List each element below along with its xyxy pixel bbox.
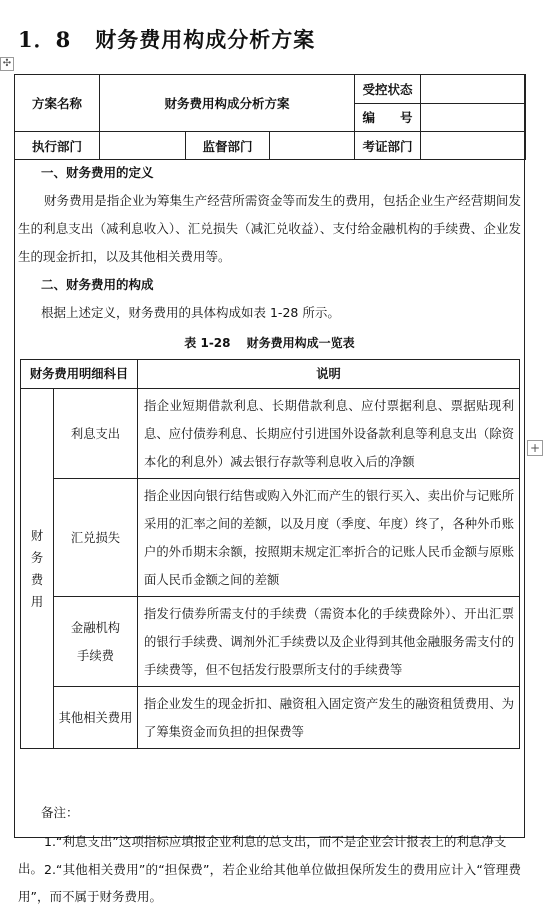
table-move-handle-icon[interactable]: ✣ — [0, 57, 14, 71]
table-add-column-icon[interactable]: + — [527, 440, 543, 456]
control-status-field[interactable] — [421, 75, 526, 104]
col-header-desc: 说明 — [138, 360, 520, 389]
composition-table — [20, 359, 520, 749]
col-header-item: 财务费用明细科目 — [21, 360, 138, 389]
doc-number-field[interactable] — [421, 103, 526, 132]
item-bank-fees: 金融机构 手续费 — [54, 597, 138, 687]
notes-label: 备注： — [41, 805, 79, 820]
item-other-expenses: 其他相关费用 — [54, 687, 138, 749]
plan-name-value[interactable]: 财务费用构成分析方案 — [100, 75, 355, 132]
plan-name-label: 方案名称 — [15, 75, 100, 132]
page-title — [18, 24, 315, 54]
table-row — [21, 597, 520, 687]
audit-dept-label: 考证部门 — [355, 132, 421, 160]
desc-bank-fees: 指发行债券所需支付的手续费（需资本化的手续费除外）、开出汇票的银行手续费、调剂外汇手续费以及企业得到其他金融服务需支付的手续费等，但不包括发行股票所支付的手续费等 — [138, 597, 520, 687]
table-row — [21, 479, 520, 597]
section1-paragraph: 财务费用是指企业为筹集生产经营所需资金等而发生的费用，包括企业生产经营期间发生的利息支出（减利息收入）、汇兑损失（减汇兑收益）、支付给金融机构的手续费、企业发生的现金折扣，以及其他相关费用等。 — [18, 193, 521, 264]
group-label-finance-expense: 财 务 费 用 — [21, 389, 54, 749]
doc-number-label: 编 号 — [355, 103, 421, 132]
plan-header-table — [14, 74, 526, 160]
note-item-2: 2.“其他相关费用”的“担保费”，若企业给其他单位做担保所发生的费用应计入“管理费用”，而不属于财务费用。 — [18, 862, 521, 904]
supervise-dept-label: 监督部门 — [186, 132, 270, 160]
audit-dept-field[interactable] — [421, 132, 526, 160]
exec-dept-label: 执行部门 — [15, 132, 100, 160]
item-interest-expense: 利息支出 — [54, 389, 138, 479]
item-exchange-loss: 汇兑损失 — [54, 479, 138, 597]
desc-exchange-loss: 指企业因向银行结售或购入外汇而产生的银行买入、卖出价与记账所采用的汇率之间的差额，以及月度（季度、年度）终了，各种外币账户的外币期末余额，按照期末规定汇率折合的记账人民币金额与原账面人民币金额之间的差额 — [138, 479, 520, 597]
control-status-label: 受控状态 — [355, 75, 421, 104]
section2-paragraph: 根据上述定义，财务费用的具体构成如表 1-28 所示。 — [41, 305, 340, 320]
section2-heading: 二、财务费用的构成 — [41, 277, 154, 292]
desc-interest-expense: 指企业短期借款利息、长期借款利息、应付票据利息、票据贴现利息、应付债券利息、长期应付引进国外设备款利息等利息支出（除资本化的利息外）减去银行存款等利息收入后的净额 — [138, 389, 520, 479]
table-row — [21, 389, 520, 479]
desc-other-expenses: 指企业发生的现金折扣、融资租入固定资产发生的融资租赁费用、为了筹集资金而负担的担保费等 — [138, 687, 520, 749]
exec-dept-field[interactable] — [100, 132, 186, 160]
supervise-dept-field[interactable] — [270, 132, 355, 160]
table-row — [21, 687, 520, 749]
section1-heading: 一、财务费用的定义 — [41, 165, 154, 180]
plan-document-frame — [14, 74, 525, 904]
section-title: 财务费用构成分析方案 — [95, 27, 316, 52]
table-caption: 表 1-28 财务费用构成一览表 — [184, 336, 355, 350]
section-number: 1．8 — [18, 27, 72, 52]
note-item-1: 1.“利息支出”这项指标应填报企业利息的总支出，而不是企业会计报表上的利息净支出。 — [18, 834, 507, 876]
